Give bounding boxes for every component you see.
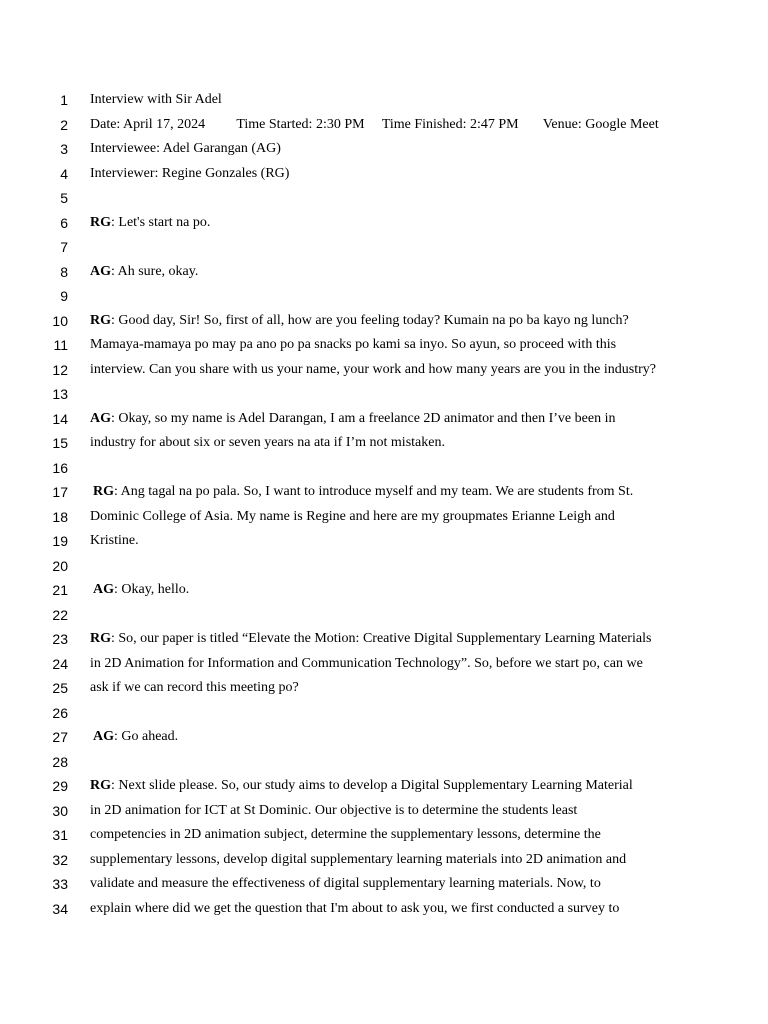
line-text — [90, 799, 708, 823]
line-text — [90, 652, 708, 676]
transcript-line — [0, 333, 768, 357]
transcript-line — [0, 897, 768, 921]
line-text — [90, 358, 708, 382]
transcript-line — [0, 554, 768, 578]
line-content: interview. Can you share with us your name, your work and how many years are you in the industry? — [90, 361, 656, 377]
line-number: 25 — [52, 680, 68, 696]
line-number: 18 — [52, 508, 68, 525]
line-number: 30 — [52, 802, 68, 819]
line-number: 28 — [52, 753, 68, 770]
line-number: 24 — [52, 655, 68, 672]
transcript-line — [0, 603, 768, 627]
speaker-label: RG — [90, 312, 111, 328]
line-number: 14 — [52, 410, 68, 427]
transcript-line — [0, 799, 768, 823]
line-text — [90, 627, 708, 651]
line-number: 4 — [60, 165, 68, 182]
transcript-line — [0, 725, 768, 749]
line-text — [90, 333, 708, 357]
line-content: validate and measure the effectiveness of digital supplementary learning materials. Now, to — [90, 876, 601, 891]
transcript-line — [0, 137, 768, 161]
line-content: : Good day, Sir! So, first of all, how are you feeling today? Kumain na po ba kayo ng lunch? — [111, 312, 629, 328]
line-number: 10 — [52, 312, 68, 329]
line-content: : Ang tagal na po pala. So, I want to introduce myself and my team. We are students from St. — [114, 484, 634, 499]
line-content: in 2D animation for ICT at St Dominic. Our objective is to determine the students least — [90, 802, 578, 818]
transcript-line — [0, 162, 768, 186]
line-text — [90, 431, 708, 455]
line-content: : Go ahead. — [114, 729, 179, 744]
transcript-line — [0, 701, 768, 725]
line-number: 8 — [60, 263, 68, 280]
line-text — [90, 407, 708, 431]
line-text — [93, 725, 708, 749]
transcript-line — [0, 235, 768, 259]
line-number: 15 — [52, 435, 68, 451]
line-number: 7 — [60, 239, 68, 255]
line-text — [90, 848, 708, 872]
line-text — [90, 211, 708, 235]
line-content: : Okay, so my name is Adel Darangan, I am a freelance 2D animator and then I’ve been in — [111, 410, 616, 426]
transcript-line — [0, 431, 768, 455]
transcript-line — [0, 505, 768, 529]
transcript-line — [0, 529, 768, 553]
line-content: : So, our paper is titled “Elevate the Motion: Creative Digital Supplementary Learning Materials — [111, 631, 652, 646]
line-text — [90, 529, 708, 553]
transcript-line — [0, 382, 768, 406]
transcript-line — [0, 652, 768, 676]
line-content: Interview with Sir Adel — [90, 92, 222, 107]
transcript-line — [0, 358, 768, 382]
line-number: 12 — [52, 361, 68, 378]
line-number: 22 — [52, 606, 68, 623]
speaker-label: AG — [90, 263, 111, 279]
line-content: : Let's start na po. — [111, 214, 211, 230]
transcript-line — [0, 823, 768, 847]
transcript-line — [0, 872, 768, 896]
line-content: industry for about six or seven years na ata if I’m not mistaken. — [90, 435, 445, 450]
line-number: 26 — [52, 704, 68, 721]
line-number: 19 — [52, 533, 68, 549]
line-text — [90, 872, 708, 896]
line-text — [90, 897, 708, 921]
line-content: Mamaya-mamaya po may pa ano po pa snacks po kami sa inyo. So ayun, so proceed with this — [90, 337, 617, 352]
line-text — [90, 505, 708, 529]
line-text — [90, 774, 708, 798]
transcript-line — [0, 309, 768, 333]
transcript-line — [0, 260, 768, 284]
line-text — [90, 137, 708, 161]
speaker-label: RG — [93, 484, 114, 499]
line-number: 27 — [52, 729, 68, 745]
speaker-label: AG — [93, 729, 114, 744]
line-number: 31 — [52, 827, 68, 843]
line-number: 5 — [60, 190, 68, 206]
line-number: 9 — [60, 288, 68, 304]
line-number: 23 — [52, 631, 68, 647]
line-text — [90, 309, 708, 333]
transcript-line — [0, 284, 768, 308]
transcript-line — [0, 113, 768, 137]
line-content: ask if we can record this meeting po? — [90, 680, 299, 695]
line-text — [90, 88, 708, 112]
line-number: 29 — [52, 778, 68, 794]
transcript-line — [0, 676, 768, 700]
speaker-label: AG — [93, 582, 114, 597]
line-content: Kristine. — [90, 533, 139, 548]
line-content: : Ah sure, okay. — [111, 263, 199, 279]
line-content: supplementary lessons, develop digital supplementary learning materials into 2D animation and — [90, 851, 627, 867]
line-content: competencies in 2D animation subject, determine the supplementary lessons, determine the — [90, 827, 601, 842]
line-content: in 2D Animation for Information and Communication Technology”. So, before we start po, can we — [90, 655, 643, 671]
line-text — [90, 823, 708, 847]
transcript-line — [0, 750, 768, 774]
line-number: 3 — [60, 141, 68, 157]
transcript-line — [0, 456, 768, 480]
line-text — [90, 162, 708, 186]
line-number: 32 — [52, 851, 68, 868]
line-content: explain where did we get the question that I'm about to ask you, we first conducted a survey to — [90, 900, 620, 916]
line-text — [90, 260, 708, 284]
transcript-line — [0, 578, 768, 602]
line-number: 11 — [53, 337, 68, 353]
line-content: Interviewer: Regine Gonzales (RG) — [90, 165, 290, 181]
line-number: 33 — [52, 876, 68, 892]
line-number: 6 — [60, 214, 68, 231]
line-content: : Okay, hello. — [114, 582, 190, 597]
line-number: 1 — [60, 92, 68, 108]
transcript-line — [0, 407, 768, 431]
line-number: 34 — [52, 900, 68, 917]
transcript-line — [0, 88, 768, 112]
speaker-label: RG — [90, 778, 111, 793]
line-number: 16 — [52, 459, 68, 476]
speaker-label: RG — [90, 214, 111, 230]
speaker-label: RG — [90, 631, 111, 646]
line-text — [90, 113, 708, 137]
transcript-line — [0, 186, 768, 210]
transcript-line — [0, 480, 768, 504]
line-content: Dominic College of Asia. My name is Regine and here are my groupmates Erianne Leigh and — [90, 508, 615, 524]
line-content: : Next slide please. So, our study aims to develop a Digital Supplementary Learning Material — [111, 778, 633, 793]
line-number: 13 — [52, 386, 68, 402]
transcript-line — [0, 774, 768, 798]
line-number: 20 — [52, 557, 68, 574]
line-number: 21 — [52, 582, 68, 598]
transcript-line — [0, 848, 768, 872]
line-content: Date: April 17, 2024 Time Started: 2:30 PM Time Finished: 2:47 PM Venue: Google Meet — [90, 116, 659, 132]
line-text — [90, 676, 708, 700]
transcript-line — [0, 627, 768, 651]
line-text — [93, 578, 708, 602]
line-number: 2 — [60, 116, 68, 133]
line-number: 17 — [52, 484, 68, 500]
transcript-line — [0, 211, 768, 235]
line-content: Interviewee: Adel Garangan (AG) — [90, 141, 281, 156]
line-text — [93, 480, 708, 504]
speaker-label: AG — [90, 410, 111, 426]
